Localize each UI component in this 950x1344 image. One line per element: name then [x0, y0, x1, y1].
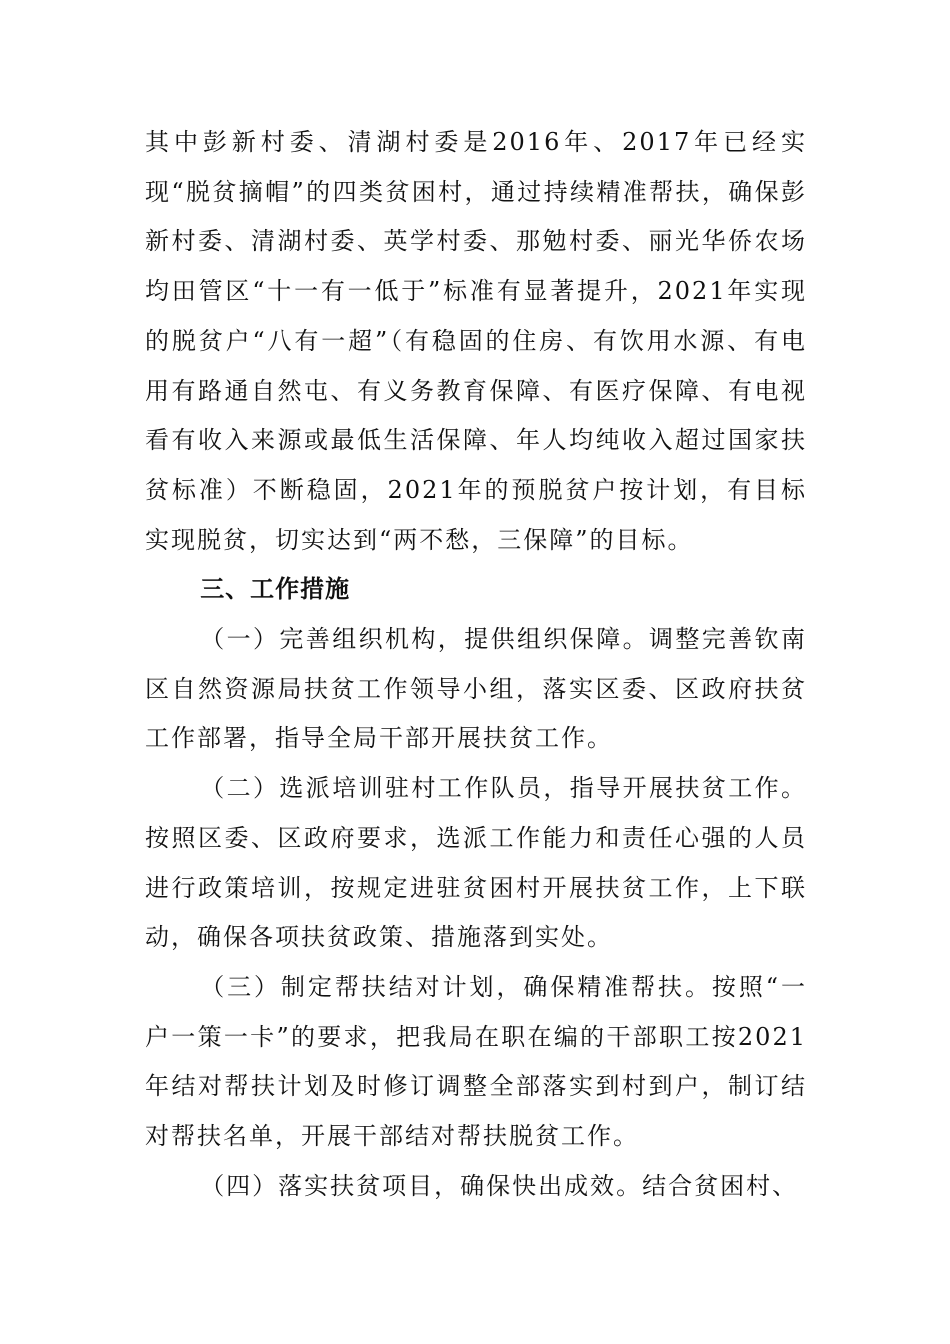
section-heading: 三、工作措施	[200, 575, 351, 604]
paragraph-continued: 其中彭新村委、清湖村委是2016年、2017年已经实现“脱贫摘帽”的四类贫困村，通过持续精准帮扶，确保彭新村委、清湖村委、英学村委、那勉村委、丽光华侨农场均田管区“十一有一低于”标准有显著提升，2021年实现的脱贫户“八有一超”（有稳固的住房、有饮用水源、有电用有路通自然屯、有义务教育保障、有医疗保障、有电视看有收入来源或最低生活保障、年人均纯收入超过国家扶贫标准）不断稳固，2021年的预脱贫户按计划，有目标实现脱贫，切实达到“两不愁，三保障”的目标。	[145, 128, 807, 554]
paragraph-measure-4: （四）落实扶贫项目，确保快出成效。结合贫困村、	[200, 1171, 799, 1200]
paragraph-measure-1: （一）完善组织机构，提供组织保障。调整完善钦南区自然资源局扶贫工作领导小组，落实区委、区政府扶贫工作部署，指导全局干部开展扶贫工作。	[145, 625, 807, 753]
document-body	[145, 118, 807, 1211]
paragraph-measure-2: （二）选派培训驻村工作队员，指导开展扶贫工作。按照区委、区政府要求，选派工作能力和责任心强的人员进行政策培训，按规定进驻贫困村开展扶贫工作，上下联动，确保各项扶贫政策、措施落到实处。	[145, 774, 807, 952]
paragraph-measure-3: （三）制定帮扶结对计划，确保精准帮扶。按照“一户一策一卡”的要求，把我局在职在编的干部职工按2021年结对帮扶计划及时修订调整全部落实到村到户，制订结对帮扶名单，开展干部结对帮扶脱贫工作。	[145, 972, 807, 1151]
